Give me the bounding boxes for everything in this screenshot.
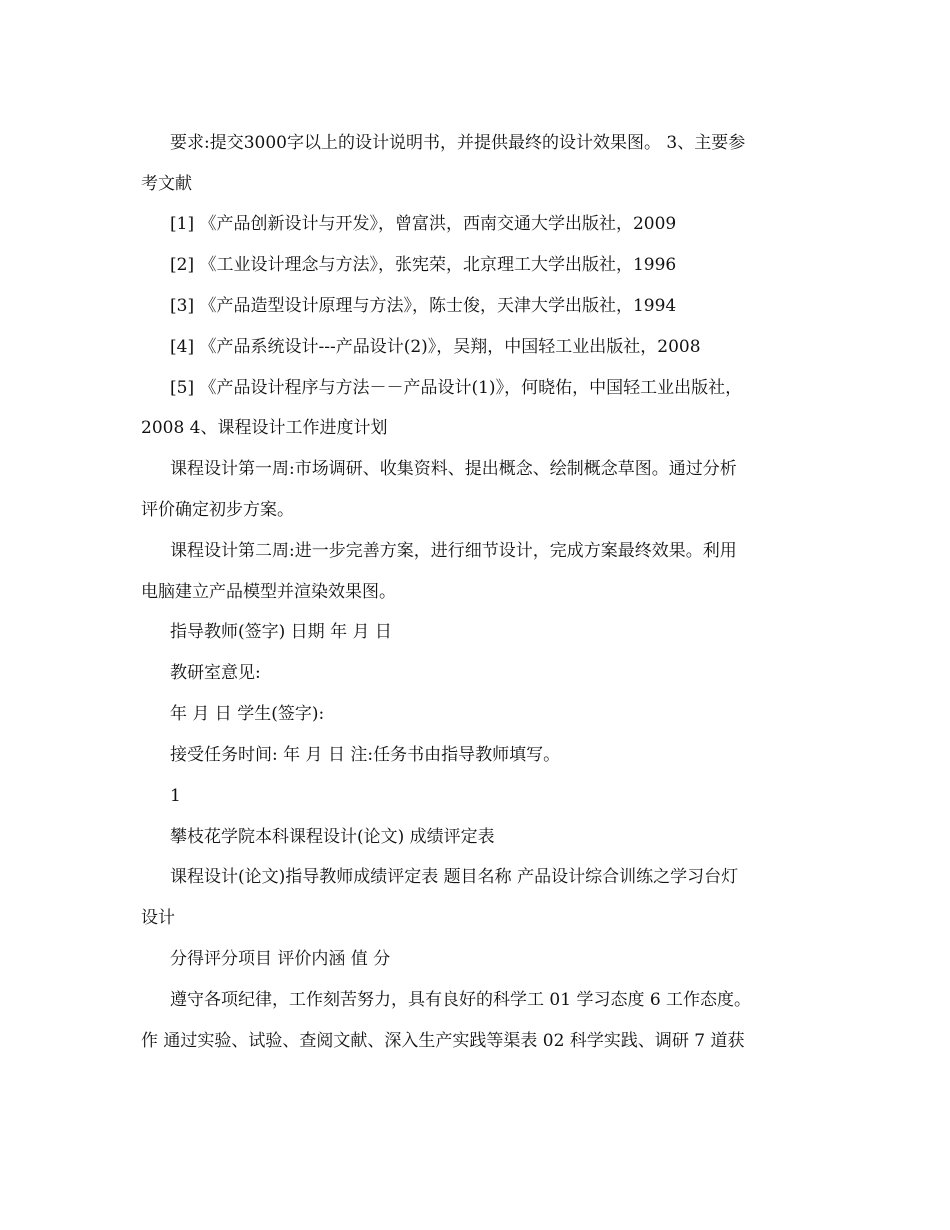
schedule-week-1-cont: 评价确定初步方案。 (141, 500, 294, 520)
schedule-week-2-cont: 电脑建立产品模型并渲染效果图。 (141, 582, 396, 602)
reference-4: [4] 《产品系统设计---产品设计(2)》，吴翔，中国轻工业出版社，2008 (170, 337, 701, 357)
paragraph-requirements-cont: 考文献 (141, 174, 192, 194)
reference-2: [2] 《工业设计理念与方法》，张宪荣，北京理工大学出版社，1996 (170, 255, 677, 275)
form-subtitle: 课程设计(论文)指导教师成绩评定表 题目名称 产品设计综合训练之学习台灯 (170, 867, 739, 887)
schedule-week-2: 课程设计第二周:进一步完善方案，进行细节设计，完成方案最终效果。利用 (170, 541, 737, 561)
department-opinion-line: 教研室意见: (170, 663, 261, 683)
form-title: 攀枝花学院本科课程设计(论文) 成绩评定表 (170, 827, 495, 847)
student-signature-line: 年 月 日 学生(签字): (170, 704, 325, 724)
table-row-2: 作 通过实验、试验、查阅文献、深入生产实践等渠表 02 科学实践、调研 7 道获 (141, 1031, 745, 1051)
reference-1: [1] 《产品创新设计与开发》，曾富洪，西南交通大学出版社，2009 (170, 214, 677, 234)
schedule-week-1: 课程设计第一周:市场调研、收集资料、提出概念、绘制概念草图。通过分析 (170, 459, 737, 479)
accept-time-line: 接受任务时间: 年 月 日 注:任务书由指导教师填写。 (170, 745, 561, 765)
advisor-signature-line: 指导教师(签字) 日期 年 月 日 (170, 622, 392, 642)
page-number: 1 (170, 786, 181, 806)
table-row-1: 遵守各项纪律，工作刻苦努力，具有良好的科学工 01 学习态度 6 工作态度。 (170, 990, 752, 1010)
table-header-line: 分得评分项目 评价内涵 值 分 (170, 949, 391, 969)
paragraph-requirements: 要求:提交3000字以上的设计说明书，并提供最终的设计效果图。 3、主要参 (170, 133, 746, 153)
reference-5-cont: 2008 4、课程设计工作进度计划 (141, 418, 388, 438)
reference-3: [3] 《产品造型设计原理与方法》，陈士俊，天津大学出版社，1994 (170, 296, 677, 316)
reference-5: [5] 《产品设计程序与方法－－产品设计(1)》，何晓佑，中国轻工业出版社， (170, 378, 743, 398)
form-subtitle-cont: 设计 (141, 908, 175, 928)
